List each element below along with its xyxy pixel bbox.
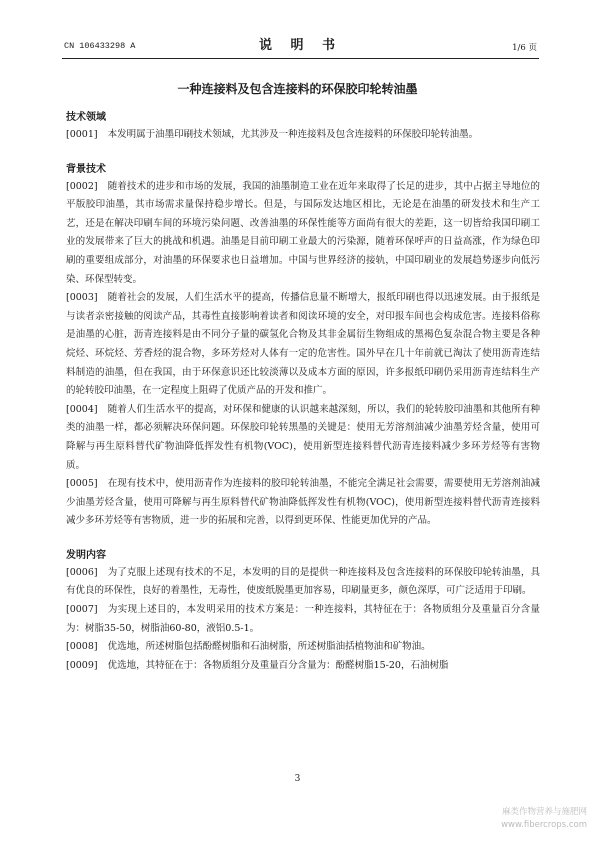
- page-header: [64, 34, 537, 56]
- paragraph: [66, 126, 540, 145]
- page-info: 1/6 页: [512, 43, 537, 53]
- watermark: [501, 806, 587, 832]
- paragraph-number: [0008]: [66, 641, 98, 653]
- document-title: 一种连接料及包含连接料的环保胶印轮转油墨: [177, 82, 418, 96]
- section-heading-summary: 发明内容: [66, 549, 106, 561]
- section-heading-background: 背景技术: [66, 163, 106, 175]
- section-heading-technical-field: 技术领域: [66, 112, 106, 123]
- paragraph-text: 本发明属于油墨印刷技术领域，尤其涉及一种连接料及包含连接料的环保胶印轮转油墨。: [107, 129, 479, 140]
- watermark-url: www.fibercrops.com: [501, 820, 587, 830]
- paragraph: [66, 475, 540, 531]
- paragraph: [66, 289, 540, 401]
- header-rule: [62, 58, 539, 59]
- paragraph-text: 在现有技术中，使用沥青作为连接料的胶印轮转油墨，不能完全满足社会需要，需要使用无芳溶剂油减少油墨芳烃含量，使用可降解与再生原料替代矿物油降低挥发性有机物(VOC)，使用新型连接料替代沥青连接料减少多环芳烃等有害物质，进一步的拓展和完善，以得到更环保、性能更加优异的产品。: [66, 478, 540, 527]
- paragraph-text: 随着社会的发展，人们生活水平的提高，传播信息量不断增大，报纸印刷也得以迅速发展。由于报纸是与读者亲密接触的阅读产品，其毒性直接影响着读者和阅读环境的安全，对印报车间也会构成危害。连接料俗称是油墨的心脏，沥青连接料是由不同分子量的碳氢化合物及其非金属衍生物组成的黑褐色复杂混合物主要是各种烷烃、环烷烃、芳香烃的混合物，多环芳烃对人体有一定的危害性。国外早在几十年前就已淘汰了使用沥青连结料制造的油墨，但在我国，由于环保意识还比较淡薄以及成本方面的原因，许多报纸印刷仍采用沥青连结料生产的轮转胶印油墨，在一定程度上阻碍了优质产品的开发和推广。: [66, 292, 540, 397]
- paragraph: [66, 657, 540, 676]
- paragraph-number: [0002]: [66, 180, 98, 192]
- paragraph-text: 为了克服上述现有技术的不足，本发明的目的是提供一种连接料及包含连接料的环保胶印轮转油墨，具有优良的环保性，良好的着墨性，无毒性，使废纸脱墨更加容易，印刷量更多，颜色深厚，可广泛适用于印刷。: [66, 566, 540, 597]
- page-number: 3: [294, 774, 301, 784]
- paragraph-number: [0004]: [66, 403, 98, 415]
- paragraph: [66, 638, 540, 657]
- paragraph-number: [0001]: [66, 129, 98, 140]
- paragraph: [66, 401, 540, 475]
- paragraph-text: 为实现上述目的，本发明采用的技术方案是：一种连接料，其特征在于：各物质组分及重量百分含量为：树脂35-50，树脂油60-80，液铝0.5-1。: [66, 604, 540, 634]
- paragraph: [66, 564, 540, 601]
- document-type: 说 明 书: [258, 38, 343, 53]
- paragraph-text: 随着人们生活水平的提高，对环保和健康的认识越来越深刻，所以，我们的轮转胶印油墨和其他所有种类的油墨一样，都必须解决环保问题。环保胶印轮转黑墨的关键是：使用无芳溶剂油减少油墨芳烃含量，使用可降解与再生原料替代矿物油降低挥发性有机物(VOC)，使用新型连接料替代沥青连接料减少多环芳烃等有害物质。: [66, 403, 540, 471]
- watermark-site-name: 麻类作物营养与施肥网: [501, 807, 587, 817]
- paragraph: [66, 178, 540, 290]
- paragraph-number: [0009]: [66, 659, 98, 671]
- paragraph-text: 优选地，所述树脂包括酚醛树脂和石油树脂，所述树脂油括植物油和矿物油。: [107, 641, 431, 653]
- paragraph-text: 随着技术的进步和市场的发展，我国的油墨制造工业在近年来取得了长足的进步，其中占据主导地位的平版胶印油墨，其市场需求量保持稳步增长。但是，与国际发达地区相比，无论是在油墨的研发技术和生产工艺，还是在解决印刷车间的环境污染问题、改善油墨的环保性能等方面尚有很大的差距，这一切皆给我国印刷工业的发展带来了巨大的挑战和机遇。油墨是目前印刷工业最大的污染源，随着环保呼声的日益高涨，作为绿色印刷的重要组成部分，对油墨的环保要求也日益增加。中国与世界经济的接轨，中国印刷业的发展趋势逐步向低污染、环保型转变。: [66, 180, 540, 285]
- paragraph-number: [0003]: [66, 292, 98, 304]
- paragraph-text: 优选地，其特征在于：各物质组分及重量百分含量为：酚醛树脂15-20，石油树脂: [107, 659, 449, 671]
- paragraph-number: [0005]: [66, 478, 98, 490]
- publication-number: CN 106433298 A: [64, 41, 136, 51]
- paragraph-number: [0007]: [66, 604, 98, 616]
- paragraph-number: [0006]: [66, 566, 98, 578]
- paragraph: [66, 601, 540, 638]
- document-body: [66, 110, 540, 675]
